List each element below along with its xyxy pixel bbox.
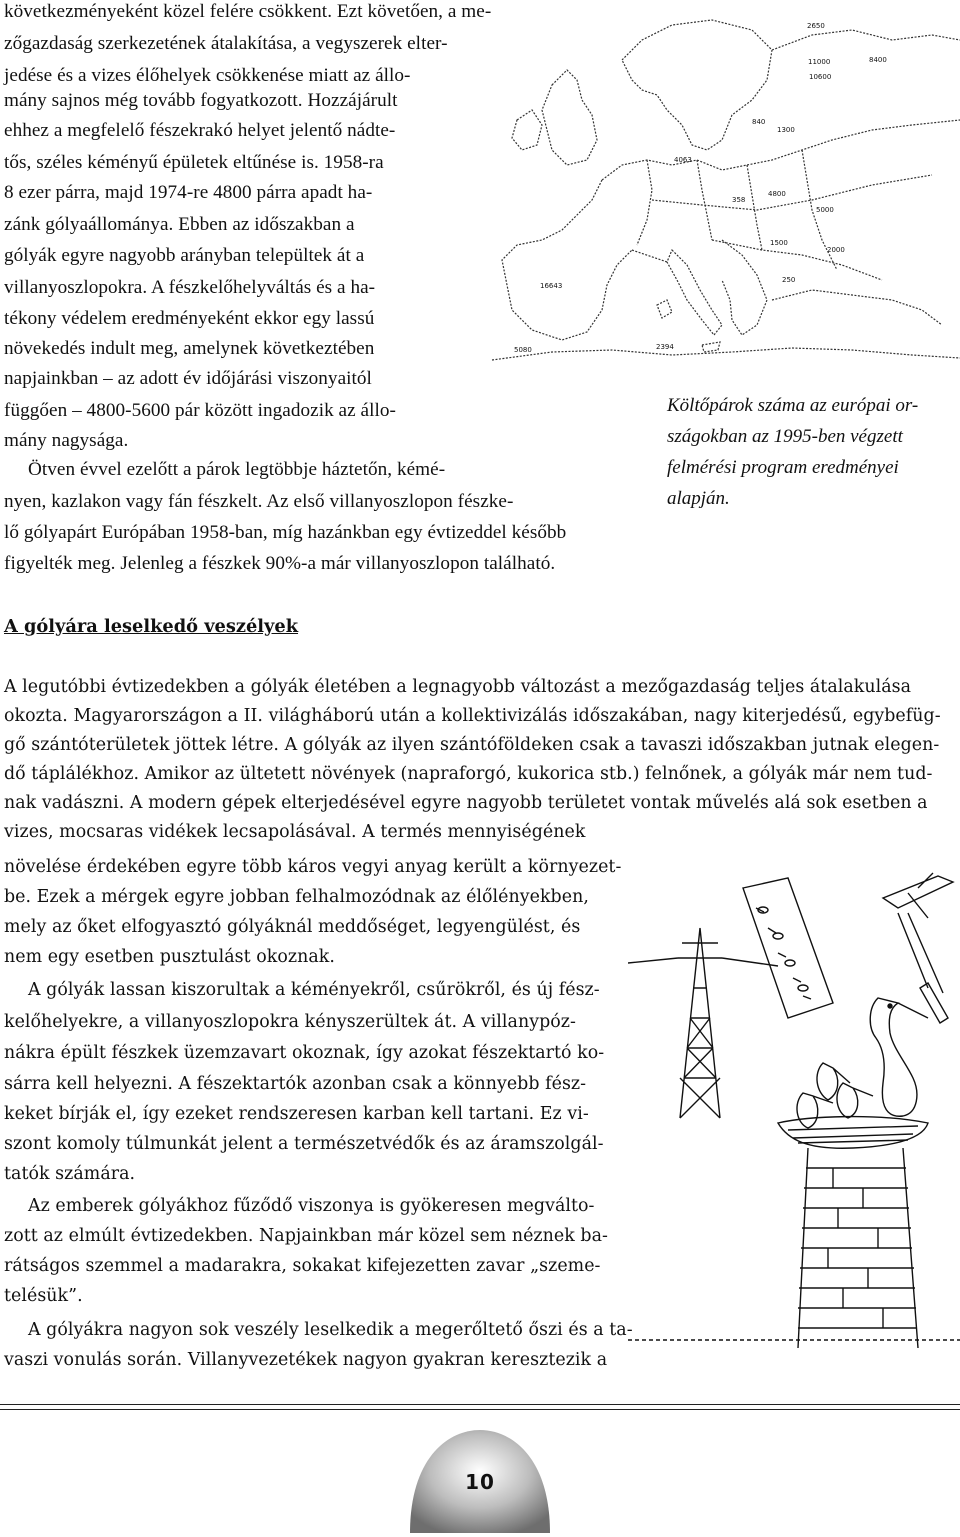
map-count: 840 [752, 118, 766, 126]
text-line: nem egy esetben pusztulást okoznak. [4, 947, 335, 967]
text-line: lő gólyapárt Európában 1958-ban, míg hazánkban egy évtizeddel később [4, 522, 567, 543]
map-count: 1500 [770, 239, 788, 247]
caption-line: szágokban az 1995-ben végzett [667, 426, 903, 447]
footer-rule [0, 1404, 960, 1405]
map-count: 8400 [869, 56, 887, 64]
text-line: gő szántóterületek jöttek létre. A gólyák az ilyen szántóföldeken csak a tavaszi időszakban jutnak elegen- [4, 735, 940, 755]
text-line: zőgazdaság szerkezetének átalakítása, a vegyszerek elter- [4, 33, 448, 54]
map-caption [667, 390, 957, 514]
text-line: vaszi vonulás során. Villanyvezetékek nagyon gyakran keresztezik a [4, 1350, 608, 1370]
map-count: 2000 [827, 246, 845, 254]
text-line: következményeként közel felére csökkent. Ezt követően, a me- [4, 1, 492, 22]
text-line: zott az elmúlt évtizedekben. Napjainkban már közel sem néznek ba- [4, 1226, 608, 1246]
text-line: tős, széles kéményű épületek eltűnése is. 1958-ra [4, 152, 384, 173]
text-line: vizes, mocsaras vidékek lecsapolásával. A termés mennyiségének [4, 822, 586, 842]
text-line: A gólyák lassan kiszorultak a kéményekről, csűrökről, és új fész- [28, 980, 600, 1000]
map-count: 5080 [514, 346, 532, 354]
text-line: villanyoszlopokra. A fészkelőhelyváltás és a ha- [4, 277, 376, 298]
text-line: A legutóbbi évtizedekben a gólyák életében a legnagyobb változást a mezőgazdaság teljes átalakulása [4, 677, 912, 697]
text-line: mány sajnos még tovább fogyatkozott. Hozzájárult [4, 90, 398, 111]
text-line: sárra kell helyezni. A fészektartók azonban csak a könnyebb fész- [4, 1074, 587, 1094]
text-line: dő táplálékhoz. Amikor az ültetett növények (napraforgó, kukorica stb.) felnőnek, a gólyák már nem tud- [4, 764, 933, 784]
map-count: 2650 [807, 22, 825, 30]
text-line: Az emberek gólyákhoz fűződő viszonya is gyökeresen megválto- [28, 1196, 595, 1216]
text-line: tékony védelem eredményeként ekkor egy lassú [4, 308, 375, 329]
pylon-icon [678, 928, 722, 1118]
text-line: keket bírják el, így ezeket rendszeresen karban kell tartani. Ez vi- [4, 1104, 589, 1124]
map-count: 2394 [656, 343, 674, 351]
text-line: ehhez a megfelelő fészekrakó helyet jelentő nádte- [4, 120, 396, 141]
caption-line: alapján. [667, 488, 730, 509]
text-line: mely az őket elfogyasztó gólyáknál meddőséget, legyengülést, és [4, 917, 581, 937]
map-count: 4063 [674, 156, 692, 164]
plane-icon [883, 873, 953, 918]
text-line: A gólyákra nagyon sok veszély leselkedik a megerőltető őszi és a ta- [28, 1320, 633, 1340]
text-line: függően – 4800-5600 pár között ingadozik az állo- [4, 400, 396, 421]
map-count: 250 [782, 276, 796, 284]
text-line: nákra épült fészkek üzemzavart okoznak, így azokat fészektartó ko- [4, 1043, 605, 1063]
page-number: 10 [465, 1470, 495, 1494]
text-line: szont komoly túlmunkát jelent a természetvédők és az áramszolgál- [4, 1134, 604, 1154]
text-line: növelése érdekében egyre több káros vegyi anyag került a környezet- [4, 857, 622, 877]
text-line: okozta. Magyarországon a II. világháború után a kollektivizálás időszakában, nagy kiterjedésű, egybefüg- [4, 706, 941, 726]
storks-cartoon [628, 868, 960, 1348]
chick-stork-icon [817, 1063, 850, 1100]
text-line: telésük”. [4, 1286, 83, 1306]
caption-line: felmérési program eredményei [667, 457, 899, 478]
chick-stork-icon [797, 1093, 833, 1128]
chick-stork-icon [837, 1083, 873, 1118]
footer-rule [0, 1409, 960, 1410]
text-line: jedése és a vizes élőhelyek csökkenése miatt az állo- [4, 65, 411, 86]
text-line: Ötven évvel ezelőtt a párok legtöbbje háztetőn, kémé- [28, 459, 446, 480]
text-line: 8 ezer párra, majd 1974-re 4800 párra apadt ha- [4, 182, 373, 203]
text-line: be. Ezek a mérgek egyre jobban felhalmozódnak az élőlényekben, [4, 887, 589, 907]
text-line: napjainkban – az adott év időjárási viszonyaitól [4, 368, 372, 389]
text-line: rátságos szemmel a madarakra, sokakat kifejezetten zavar „szeme- [4, 1256, 601, 1276]
text-line: nyen, kazlakon vagy fán fészkelt. Az első villanyoszlopon fészke- [4, 491, 514, 512]
map-count: 1300 [777, 126, 795, 134]
map-count: 358 [732, 196, 746, 204]
europe-map [472, 0, 960, 370]
map-count: 16643 [540, 282, 563, 290]
text-line: nak vadászni. A modern gépek elterjedésével egyre nagyobb területet vontak művelés alá sok esetben a [4, 793, 928, 813]
text-line: gólyák egyre nagyobb arányban települtek át a [4, 245, 365, 266]
stork-icon [870, 998, 917, 1116]
map-count: 4800 [768, 190, 786, 198]
caption-line: Költőpárok száma az európai or- [667, 395, 919, 416]
text-line: zánk gólyaállománya. Ebben az időszakban a [4, 214, 355, 235]
text-line: mány nagysága. [4, 430, 129, 451]
text-line: figyelték meg. Jelenleg a fészkek 90%-a már villanyoszlopon található. [4, 553, 556, 574]
map-count: 11000 [808, 58, 831, 66]
text-line: kelőhelyekre, a villanyoszlopokra kényszerültek át. A villanypóz- [4, 1012, 576, 1032]
text-line: növekedés indult meg, amelynek következtében [4, 338, 375, 359]
text-line: tatók számára. [4, 1164, 136, 1184]
section-heading: A gólyára leselkedő veszélyek [4, 616, 299, 637]
map-count: 10600 [809, 73, 832, 81]
page-number-badge [408, 1428, 552, 1533]
map-count: 5000 [816, 206, 834, 214]
